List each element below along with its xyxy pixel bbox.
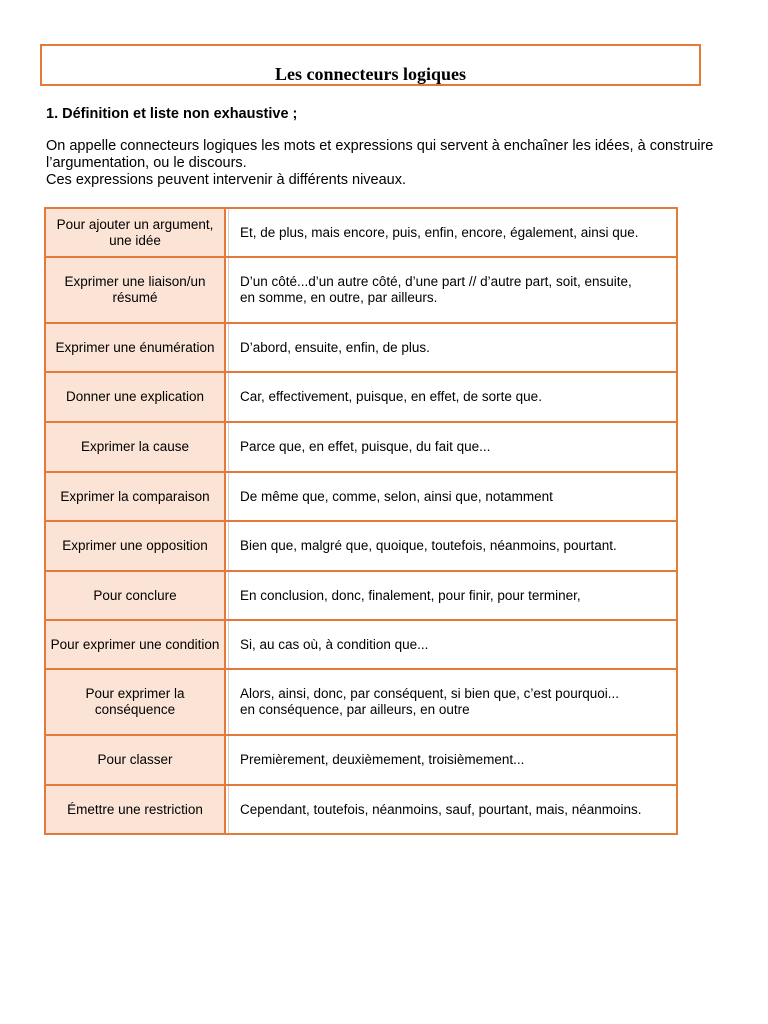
row-label: Donner une explication	[45, 372, 225, 422]
table-row	[45, 372, 677, 422]
table-row	[45, 669, 677, 735]
row-label: Émettre une restriction	[45, 785, 225, 834]
row-label: Exprimer la comparaison	[45, 472, 225, 521]
table-row	[45, 735, 677, 785]
row-value-text: Et, de plus, mais encore, puis, enfin, encore, également, ainsi que.	[240, 224, 639, 240]
table-row	[45, 521, 677, 571]
row-value	[225, 323, 677, 372]
row-label: Exprimer une liaison/un résumé	[45, 257, 225, 323]
row-value	[225, 620, 677, 669]
page-title: Les connecteurs logiques	[275, 64, 466, 84]
intro-line: On appelle connecteurs logiques les mots et expressions qui servent à enchaîner les idées, à construire l’argumentation, ou le discours.	[46, 138, 714, 171]
row-value-text: Car, effectivement, puisque, en effet, de sorte que.	[240, 389, 542, 404]
table-row	[45, 472, 677, 521]
table-row	[45, 323, 677, 372]
title-box	[40, 44, 701, 86]
table-row	[45, 620, 677, 669]
row-value	[225, 372, 677, 422]
row-value	[225, 669, 677, 735]
row-value-text: Alors, ainsi, donc, par conséquent, si bien que, c’est pourquoi... en conséquence, par ailleurs, en outre	[240, 686, 619, 717]
row-label: Pour conclure	[45, 571, 225, 620]
row-value-text: D’un côté...d’un autre côté, d’une part // d’autre part, soit, ensuite, en somme, en outre, par ailleurs.	[240, 274, 632, 305]
row-value	[225, 422, 677, 472]
intro-paragraph	[46, 138, 726, 189]
row-value	[225, 571, 677, 620]
row-value	[225, 735, 677, 785]
row-value	[225, 785, 677, 834]
table-row	[45, 785, 677, 834]
connectors-table-wrap	[44, 207, 678, 835]
row-label: Exprimer une énumération	[45, 323, 225, 372]
row-value	[225, 257, 677, 323]
row-value	[225, 472, 677, 521]
row-value-text: Premièrement, deuxièmement, troisièmement...	[240, 752, 525, 767]
table-row	[45, 571, 677, 620]
row-label: Exprimer la cause	[45, 422, 225, 472]
row-value	[225, 208, 677, 257]
row-label: Pour classer	[45, 735, 225, 785]
table-row	[45, 257, 677, 323]
intro-line: Ces expressions peuvent intervenir à différents niveaux.	[46, 172, 407, 188]
row-value-text: De même que, comme, selon, ainsi que, notamment	[240, 488, 553, 504]
row-value-text: Bien que, malgré que, quoique, toutefois, néanmoins, pourtant.	[240, 538, 617, 553]
table-row	[45, 422, 677, 472]
row-value	[225, 521, 677, 571]
row-label: Pour exprimer la conséquence	[45, 669, 225, 735]
row-label: Exprimer une opposition	[45, 521, 225, 571]
row-value-text: D’abord, ensuite, enfin, de plus.	[240, 339, 430, 355]
row-value-text: Parce que, en effet, puisque, du fait que...	[240, 439, 491, 454]
row-value-text: En conclusion, donc, finalement, pour finir, pour terminer,	[240, 587, 581, 603]
row-label: Pour exprimer une condition	[45, 620, 225, 669]
connectors-table	[44, 207, 678, 835]
table-row	[45, 208, 677, 257]
section-heading: 1. Définition et liste non exhaustive ;	[46, 106, 298, 122]
row-value-text: Cependant, toutefois, néanmoins, sauf, pourtant, mais, néanmoins.	[240, 801, 642, 817]
row-value-text: Si, au cas où, à condition que...	[240, 636, 429, 652]
row-label: Pour ajouter un argument, une idée	[45, 208, 225, 257]
